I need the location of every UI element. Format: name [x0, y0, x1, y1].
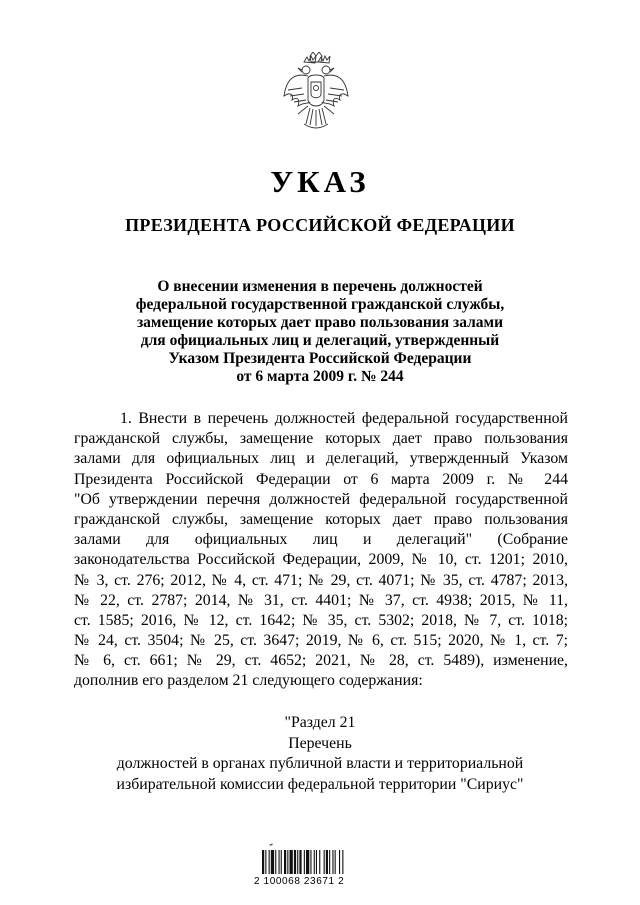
coat-of-arms-icon — [282, 52, 350, 134]
body-line: ст. 1585; 2016, № 12, ст. 1642; № 35, ст. 5302; 2018, № 7, ст. 1018; — [74, 611, 568, 629]
body-line: Президента Российской Федерации от 6 марта 2009 г. № 244 — [74, 470, 568, 488]
barcode-icon — [250, 838, 390, 896]
body-line: № 6, ст. 661; № 29, ст. 4652; 2021, № 28, ст. 5489), изменение, — [74, 652, 568, 670]
body-line: гражданской службы, замещение которых дает право пользования — [74, 430, 568, 448]
section-title-line: избирательной комиссии федеральной территории "Сириус" — [116, 775, 524, 793]
body-line: законодательства Российской Федерации, 2009, № 10, ст. 1201; 2010, — [74, 551, 568, 569]
section-name: Перечень — [288, 734, 352, 752]
body-line: № 3, ст. 276; 2012, № 4, ст. 471; № 29, ст. 4071; № 35, ст. 4787; 2013, — [74, 571, 568, 589]
heading-line: замещение которых дает право пользования залами — [136, 314, 504, 331]
body-line: "Об утверждении перечня должностей федеральной государственной — [74, 490, 568, 508]
body-line: 1. Внести в перечень должностей федеральной государственной — [120, 410, 568, 427]
svg-text:✒: ✒ — [268, 841, 275, 849]
section-title-line: должностей в органах публичной власти и территориальной — [116, 755, 524, 772]
section-heading — [60, 713, 580, 795]
body-line: залами для официальных лиц и делегаций" (Собрание — [74, 531, 568, 549]
body-line: гражданской службы, замещение которых дает право пользования — [74, 510, 568, 528]
body-line: дополнив его разделом 21 следующего содержания: — [74, 672, 423, 690]
body-line: № 24, ст. 3504; № 25, ст. 3647; 2019, № 6, ст. 515; 2020, № 1, ст. 7; — [74, 632, 568, 650]
heading-line: Указом Президента Российской Федерации — [168, 350, 472, 367]
barcode-number: 2 100068 23671 2 — [254, 876, 345, 887]
heading-line: для официальных лиц и делегаций, утвержденный — [140, 332, 500, 349]
heading-line: федеральной государственной гражданской службы, — [135, 296, 505, 313]
document-issuer: ПРЕЗИДЕНТА РОССИЙСКОЙ ФЕДЕРАЦИИ — [125, 215, 515, 235]
heading-line: от 6 марта 2009 г. № 244 — [236, 368, 404, 385]
body-line: № 22, ст. 2787; 2014, № 31, ст. 4401; № 37, ст. 4938; 2015, № 11, — [74, 591, 568, 609]
heading-line: О внесении изменения в перечень должностей — [157, 278, 483, 295]
section-label: "Раздел 21 — [284, 714, 356, 731]
decree-heading — [80, 278, 560, 386]
body-line: залами для официальных лиц и делегаций, утвержденный Указом — [74, 450, 568, 468]
decree-body — [74, 409, 568, 692]
document-title: УКАЗ — [270, 164, 370, 199]
